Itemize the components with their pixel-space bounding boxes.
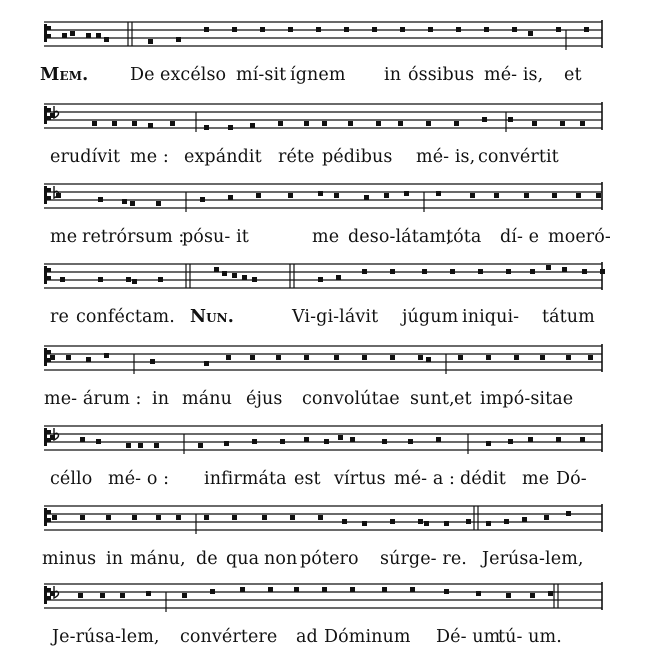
staff-3 bbox=[0, 172, 672, 224]
neume bbox=[80, 515, 85, 520]
neume bbox=[294, 587, 299, 592]
neume bbox=[240, 587, 245, 592]
neume bbox=[288, 193, 293, 198]
neume bbox=[528, 437, 533, 442]
neume bbox=[50, 355, 55, 360]
neume bbox=[382, 587, 387, 592]
lyric-line-6 bbox=[0, 468, 672, 490]
neume bbox=[384, 193, 389, 198]
neume bbox=[52, 515, 57, 520]
lyric-syllable: et bbox=[454, 389, 472, 409]
lyric-syllable: mé- o : bbox=[108, 469, 170, 489]
lyric-syllable: mé- is, bbox=[416, 147, 476, 167]
neume bbox=[290, 515, 295, 520]
neume bbox=[398, 121, 403, 126]
neume bbox=[50, 435, 55, 440]
neume bbox=[224, 441, 229, 446]
lyric-syllable: mí-sit bbox=[236, 65, 287, 85]
lyric-syllable: conféctam. bbox=[76, 307, 175, 327]
lyric-line-7 bbox=[0, 548, 672, 570]
neume bbox=[348, 121, 353, 126]
neume bbox=[540, 355, 545, 360]
lyric-syllable: infirmáta bbox=[204, 469, 287, 489]
neume bbox=[150, 359, 155, 364]
neume bbox=[78, 593, 83, 598]
lyric-syllable: mé- is, bbox=[484, 65, 544, 85]
neume bbox=[466, 519, 471, 524]
neume bbox=[436, 191, 441, 196]
neume bbox=[304, 121, 309, 126]
neume bbox=[156, 515, 161, 520]
neume bbox=[494, 193, 499, 198]
neume bbox=[56, 193, 61, 198]
neume bbox=[280, 439, 285, 444]
neume bbox=[200, 197, 205, 202]
lyric-syllable: convértere bbox=[180, 627, 278, 647]
lyric-syllable: Mem. bbox=[40, 65, 89, 85]
neume bbox=[170, 121, 175, 126]
lyric-syllable: Nun. bbox=[190, 307, 234, 327]
neume bbox=[428, 27, 433, 32]
neume bbox=[138, 443, 143, 448]
neume bbox=[364, 195, 369, 200]
lyric-line-3 bbox=[0, 226, 672, 248]
neume bbox=[122, 199, 127, 204]
neume bbox=[476, 591, 481, 596]
lyric-syllable: in bbox=[106, 549, 124, 569]
staff-4 bbox=[0, 252, 672, 304]
neume bbox=[204, 361, 209, 366]
neume bbox=[582, 269, 587, 274]
do-clef-icon bbox=[44, 106, 51, 124]
neume bbox=[418, 519, 423, 524]
do-clef-icon bbox=[44, 24, 51, 42]
neume bbox=[560, 121, 565, 126]
neume bbox=[232, 273, 237, 278]
lyric-syllable: vírtus bbox=[334, 469, 386, 489]
neume bbox=[250, 123, 255, 128]
neume bbox=[210, 589, 215, 594]
neume bbox=[566, 355, 571, 360]
lyric-syllable: erudívit bbox=[50, 147, 121, 167]
neume bbox=[146, 591, 151, 596]
neume bbox=[334, 193, 339, 198]
neume bbox=[362, 521, 367, 526]
neume bbox=[126, 277, 131, 282]
lyric-syllable: expándit bbox=[184, 147, 262, 167]
neume bbox=[484, 27, 489, 32]
neume bbox=[580, 121, 585, 126]
neume bbox=[362, 269, 367, 274]
neume bbox=[86, 33, 91, 38]
lyric-syllable: de bbox=[196, 549, 218, 569]
neume bbox=[458, 355, 463, 360]
lyric-syllable: tátum bbox=[542, 307, 595, 327]
lyric-syllable: céllo bbox=[50, 469, 93, 489]
neume bbox=[508, 117, 513, 122]
neume bbox=[506, 593, 511, 598]
lyric-syllable: De bbox=[130, 65, 155, 85]
neume bbox=[50, 113, 55, 118]
neume bbox=[390, 269, 395, 274]
do-clef-icon bbox=[44, 508, 51, 526]
neume bbox=[504, 519, 509, 524]
do-clef-icon bbox=[44, 348, 51, 366]
neume bbox=[262, 515, 267, 520]
lyric-syllable: mé- a : bbox=[394, 469, 456, 489]
neume bbox=[80, 437, 85, 442]
neume bbox=[252, 439, 257, 444]
lyric-syllable: me bbox=[312, 227, 340, 247]
neume bbox=[408, 439, 413, 444]
lyric-syllable: mánu bbox=[182, 389, 232, 409]
neume bbox=[562, 267, 567, 272]
neume bbox=[482, 117, 487, 122]
neume bbox=[242, 275, 247, 280]
neume bbox=[470, 193, 475, 198]
neume bbox=[228, 125, 233, 130]
lyric-syllable: Je-rúsa-lem, bbox=[52, 627, 160, 647]
neume bbox=[338, 435, 343, 440]
neume bbox=[362, 355, 367, 360]
lyric-syllable: me : bbox=[130, 147, 169, 167]
lyric-syllable: tóta bbox=[446, 227, 482, 247]
neume bbox=[232, 515, 237, 520]
neume bbox=[426, 357, 431, 362]
lyric-syllable: excélso bbox=[160, 65, 227, 85]
neume bbox=[544, 515, 549, 520]
staff-1 bbox=[0, 10, 672, 62]
lyric-syllable: et bbox=[564, 65, 582, 85]
neume bbox=[324, 439, 329, 444]
neume bbox=[418, 355, 423, 360]
neume bbox=[176, 37, 181, 42]
neume bbox=[400, 27, 405, 32]
neume bbox=[382, 439, 387, 444]
neume bbox=[156, 201, 161, 206]
neume bbox=[148, 123, 153, 128]
neume bbox=[98, 277, 103, 282]
lyric-syllable: tú- um. bbox=[498, 627, 562, 647]
lyric-line-4 bbox=[0, 306, 672, 328]
lyric-syllable: impó-sitae bbox=[480, 389, 574, 409]
neume bbox=[576, 193, 581, 198]
neume bbox=[390, 519, 395, 524]
neume bbox=[130, 201, 135, 206]
lyric-syllable: in bbox=[384, 65, 402, 85]
neume bbox=[528, 31, 533, 36]
neume bbox=[350, 437, 355, 442]
neume bbox=[288, 27, 293, 32]
neume bbox=[120, 593, 125, 598]
lyric-syllable: me- árum : bbox=[44, 389, 142, 409]
lyric-syllable: pótero bbox=[300, 549, 359, 569]
neume bbox=[104, 353, 109, 358]
staff-7 bbox=[0, 494, 672, 546]
lyric-syllable: non bbox=[264, 549, 298, 569]
lyric-syllable: dí- e bbox=[500, 227, 540, 247]
lyric-syllable: óssibus bbox=[408, 65, 475, 85]
neume bbox=[158, 277, 163, 282]
do-clef-icon bbox=[44, 186, 51, 204]
lyric-syllable: éjus bbox=[246, 389, 283, 409]
neume bbox=[478, 269, 483, 274]
neume bbox=[106, 515, 111, 520]
neume bbox=[530, 269, 535, 274]
neume bbox=[486, 355, 491, 360]
neume bbox=[556, 27, 561, 32]
neume bbox=[336, 275, 341, 280]
staff-2 bbox=[0, 92, 672, 144]
staff-8 bbox=[0, 572, 672, 624]
neume bbox=[556, 437, 561, 442]
neume bbox=[422, 269, 427, 274]
lyric-syllable: retrórsum : bbox=[82, 227, 185, 247]
neume bbox=[66, 355, 71, 360]
neume bbox=[198, 443, 203, 448]
lyric-syllable: convértit bbox=[478, 147, 559, 167]
lyric-syllable: qua bbox=[226, 549, 260, 569]
lyric-syllable: Jerúsa-lem, bbox=[482, 549, 584, 569]
neume bbox=[410, 587, 415, 592]
lyric-syllable: iniqui- bbox=[462, 307, 520, 327]
neume bbox=[334, 355, 339, 360]
neume bbox=[588, 355, 593, 360]
neume bbox=[424, 521, 429, 526]
neume bbox=[104, 37, 109, 42]
neume bbox=[530, 593, 535, 598]
neume bbox=[148, 39, 153, 44]
do-clef-icon bbox=[44, 266, 51, 284]
lyric-syllable: minus bbox=[42, 549, 97, 569]
neume bbox=[260, 27, 265, 32]
neume bbox=[232, 27, 237, 32]
neume bbox=[486, 441, 491, 446]
neume bbox=[154, 443, 159, 448]
neume bbox=[132, 121, 137, 126]
neume bbox=[404, 191, 409, 196]
lyric-syllable: Dóminum bbox=[324, 627, 411, 647]
neume bbox=[566, 511, 571, 516]
neume bbox=[524, 193, 529, 198]
neume bbox=[96, 33, 101, 38]
neume bbox=[342, 519, 347, 524]
lyric-syllable: me bbox=[522, 469, 550, 489]
neume bbox=[580, 437, 585, 442]
neume bbox=[256, 193, 261, 198]
neume bbox=[70, 31, 75, 36]
neume bbox=[278, 121, 283, 126]
lyric-syllable: ígnem bbox=[290, 65, 346, 85]
lyric-syllable: réte bbox=[278, 147, 315, 167]
neume bbox=[50, 591, 55, 596]
do-clef-icon bbox=[44, 586, 51, 604]
lyric-syllable: dédit bbox=[460, 469, 506, 489]
neume bbox=[456, 27, 461, 32]
neume bbox=[548, 591, 553, 596]
lyric-syllable: deso-látam, bbox=[348, 227, 452, 247]
neume bbox=[228, 195, 233, 200]
neume bbox=[322, 121, 327, 126]
lyric-syllable: re bbox=[50, 307, 69, 327]
neume bbox=[204, 125, 209, 130]
neume bbox=[514, 355, 519, 360]
neume bbox=[450, 269, 455, 274]
neume bbox=[96, 439, 101, 444]
neume bbox=[318, 277, 323, 282]
neume bbox=[126, 443, 131, 448]
neume bbox=[252, 277, 257, 282]
neume bbox=[372, 27, 377, 32]
neume bbox=[436, 437, 441, 442]
neume bbox=[552, 193, 557, 198]
neume bbox=[596, 193, 601, 198]
lyric-syllable: moeró- bbox=[548, 227, 611, 247]
neume bbox=[98, 197, 103, 202]
neume bbox=[304, 355, 309, 360]
lyric-syllable: Vi-gi-lávit bbox=[292, 307, 379, 327]
lyric-line-5 bbox=[0, 388, 672, 410]
neume bbox=[376, 121, 381, 126]
neume bbox=[204, 27, 209, 32]
neume bbox=[454, 121, 459, 126]
staff-5 bbox=[0, 334, 672, 386]
neume bbox=[508, 439, 513, 444]
neume bbox=[92, 121, 97, 126]
neume bbox=[268, 587, 273, 592]
neume bbox=[316, 27, 321, 32]
lyric-line-1 bbox=[0, 64, 672, 86]
neume bbox=[132, 279, 137, 284]
lyric-syllable: in bbox=[152, 389, 170, 409]
lyric-syllable: súrge- re. bbox=[380, 549, 467, 569]
lyric-syllable: sunt, bbox=[410, 389, 455, 409]
neume bbox=[100, 593, 105, 598]
neume bbox=[426, 121, 431, 126]
neume bbox=[444, 589, 449, 594]
lyric-syllable: pósu- it bbox=[182, 227, 249, 247]
neume bbox=[214, 267, 219, 272]
neume bbox=[60, 277, 65, 282]
neume bbox=[318, 191, 323, 196]
neume bbox=[318, 515, 323, 520]
do-clef-icon bbox=[44, 428, 51, 446]
neume bbox=[62, 33, 67, 38]
lyric-syllable: júgum bbox=[402, 307, 459, 327]
neume bbox=[546, 265, 551, 270]
lyric-syllable: convolútae bbox=[302, 389, 400, 409]
lyric-syllable: me bbox=[50, 227, 78, 247]
staff-6 bbox=[0, 414, 672, 466]
lyric-syllable: est bbox=[294, 469, 321, 489]
neume bbox=[226, 355, 231, 360]
neume bbox=[322, 587, 327, 592]
neume bbox=[304, 437, 309, 442]
neume bbox=[350, 587, 355, 592]
neume bbox=[222, 271, 227, 276]
neume bbox=[486, 521, 491, 526]
neume bbox=[182, 593, 187, 598]
neume bbox=[176, 515, 181, 520]
lyric-syllable: ad bbox=[296, 627, 318, 647]
neume bbox=[522, 517, 527, 522]
lyric-syllable: Dó- bbox=[556, 469, 587, 489]
neume bbox=[512, 27, 517, 32]
neume bbox=[584, 27, 589, 32]
neume bbox=[132, 515, 137, 520]
neume bbox=[204, 515, 209, 520]
lyric-syllable: pédibus bbox=[322, 147, 393, 167]
neume bbox=[506, 269, 511, 274]
neume bbox=[344, 27, 349, 32]
lyric-syllable: mánu, bbox=[130, 549, 186, 569]
lyric-line-8 bbox=[0, 626, 672, 648]
neume bbox=[444, 521, 449, 526]
lyric-line-2 bbox=[0, 146, 672, 168]
neume bbox=[276, 355, 281, 360]
neume bbox=[532, 121, 537, 126]
lyric-syllable: Dé- um bbox=[436, 627, 501, 647]
neume bbox=[250, 355, 255, 360]
neume bbox=[112, 121, 117, 126]
neume bbox=[86, 357, 91, 362]
neume bbox=[390, 355, 395, 360]
